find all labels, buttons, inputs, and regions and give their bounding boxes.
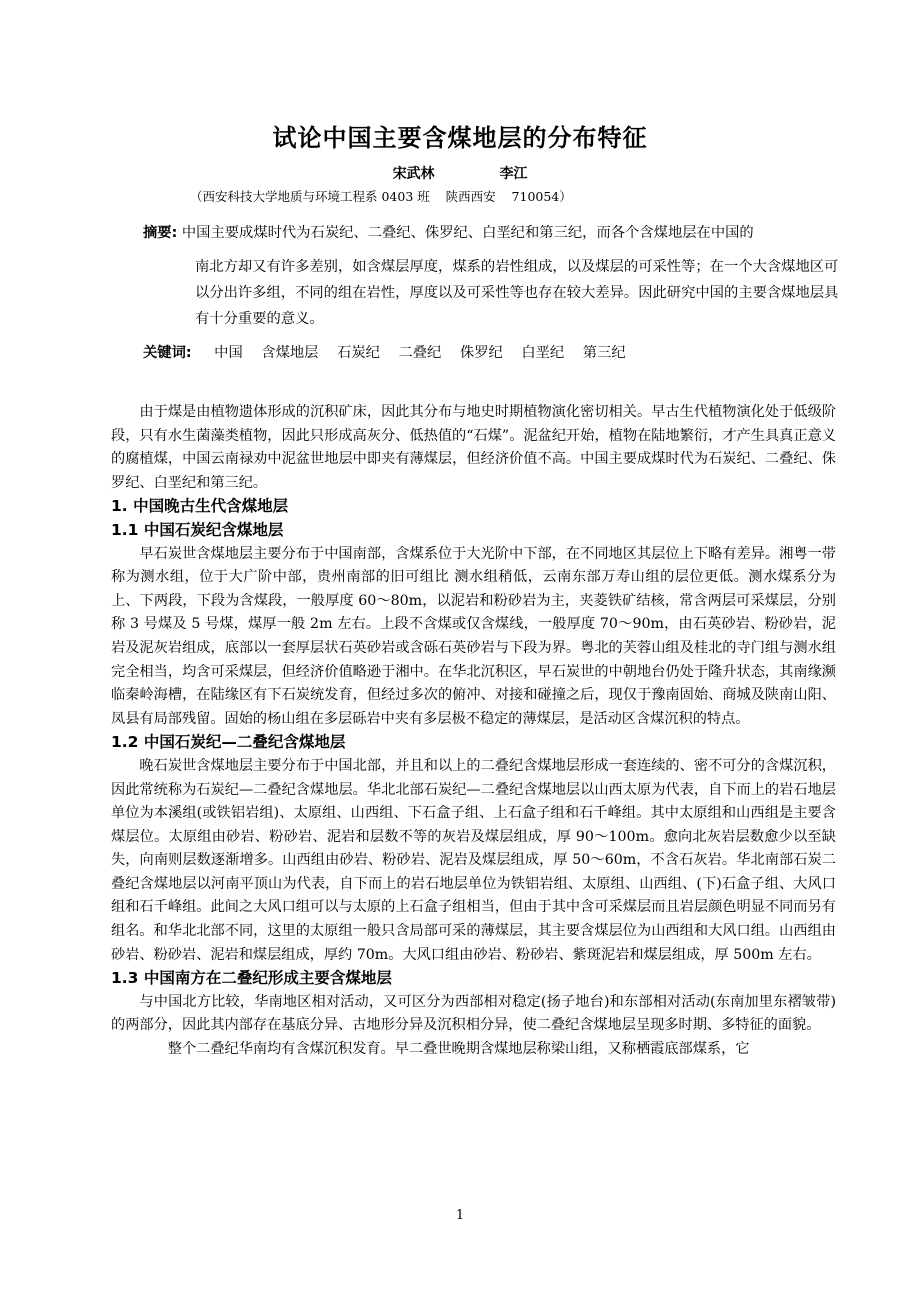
- abstract-label: 摘要:: [143, 225, 178, 241]
- paragraph: 整个二叠纪华南均有含煤沉积发育。早二叠世晚期含煤地层称梁山组，又称栖霞底部煤系，它: [167, 1041, 750, 1058]
- keyword: 石炭纪: [337, 345, 380, 361]
- keyword: 白垩纪: [521, 345, 565, 361]
- affiliation: （西安科技大学地质与环境工程系 0403 班 陕西西安 710054）: [190, 189, 572, 204]
- section-heading: 1.2 中国石炭纪—二叠纪含煤地层: [111, 733, 346, 752]
- keyword: 侏罗纪: [459, 345, 503, 361]
- section-heading: 1.1 中国石炭纪含煤地层: [111, 520, 284, 539]
- author-name: 宋武林: [392, 166, 435, 182]
- section-heading: 1.3 中国南方在二叠纪形成主要含煤地层: [111, 969, 392, 988]
- keywords: [143, 342, 640, 362]
- intro-paragraph: 由于煤是由植物遗体形成的沉积矿床，因此其分布与地史时期植物演化密切相关。早古生代植物演化处于低级阶段，只有水生菌藻类植物，因此只形成高灰分、低热值的“石煤”。泥盆纪开始，植物在陆地繁衍，才产生具真正意义的腐植煤，中国云南禄劝中泥盆世地层中即夹有薄煤层，但经济价值不高。中国主要成煤时代为石炭纪、二叠纪、侏罗纪、白垩纪和第三纪。: [111, 404, 836, 491]
- paragraph: 与中国北方比较，华南地区相对活动，又可区分为西部相对稳定(扬子地台)和东部相对活动(东南加里东褶皱带)的两部分，因此其内部存在基底分异、古地形分异及沉积相分异，使二叠纪含煤地层呈现多时期、多特征的面貌。: [111, 993, 836, 1034]
- keyword: 二叠纪: [398, 345, 442, 361]
- body-text: [111, 401, 836, 1062]
- keyword: 中国: [214, 345, 243, 361]
- abstract: [143, 220, 843, 332]
- page-number: 1: [455, 1208, 465, 1223]
- paragraph: 晚石炭世含煤地层主要分布于中国北部，并且和以上的二叠纪含煤地层形成一套连续的、密不可分的含煤沉积，因此常统称为石炭纪—二叠纪含煤地层。华北北部石炭纪—二叠纪含煤地层以山西太原为代表，自下而上的岩石地层单位为本溪组(或铁铝岩组)、太原组、山西组、下石盒子组、上石盒子组和石千峰组。其中太原组和山西组是主要含煤层位。太原组由砂岩、粉砂岩、泥岩和层数不等的灰岩及煤层组成，厚 90～100m。愈向北灰岩层数愈少以至缺失，向南则层数逐渐增多。山西组由砂岩、粉砂岩、泥岩及煤层组成，厚 50～60m，不含石灰岩。华北南部石炭二叠纪含煤地层以河南平顶山为代表，自下而上的岩石地层单位为铁铝岩组、太原组、山西组、(下)石盒子组、大风口组和石千峰组。此间之大风口组可以与太原的上石盒子组相当，但由于其中含可采煤层而且岩层颜色明显不同而另有组名。和华北北部不同，这里的太原组一般只含局部可采的薄煤层，其主要含煤层位为山西组和大风口组。山西组由砂岩、粉砂岩、泥岩和煤层组成，厚约 70m。大风口组由砂岩、粉砂岩、紫斑泥岩和煤层组成，厚 500m 左右。: [111, 757, 836, 963]
- author-list: [0, 163, 920, 183]
- keywords-label: 关键词:: [143, 345, 192, 361]
- keyword: 含煤地层: [261, 345, 319, 361]
- paragraph: 早石炭世含煤地层主要分布于中国南部，含煤系位于大光阶中下部，在不同地区其层位上下略有差异。湘粤一带称为测水组，位于大广阶中部，贵州南部的旧可组比 测水组稍低，云南东部万寿山组的层位更低。测水煤系分为上、下两段，下段为含煤段，一般厚度 60～80m，以泥岩和粉砂岩为主，夹菱铁矿结核，常含两层可采煤层，分别称 3 号煤及 5 号煤，煤厚一般 2m 左右。上段不含煤或仅含煤线，一般厚度 70～90m，由石英砂岩、粉砂岩，泥岩及泥灰岩组成，底部以一套厚层状石英砂岩或含砾石英砂岩与下段为界。粤北的芙蓉山组及桂北的寺门组与测水组完全相当，均含可采煤层，但经济价值略逊于湘中。在华北沉积区，早石炭世的中朝地台仍处于隆升状态，其南缘濒临秦岭海槽，在陆缘区有下石炭统发育，但经过多次的俯冲、对接和碰撞之后，现仅于豫南固始、商城及陕南山阳、凤县有局部残留。固始的杨山组在多层砾岩中夹有多层极不稳定的薄煤层，是活动区含煤沉积的特点。: [111, 545, 836, 727]
- author-name: 李江: [499, 166, 528, 182]
- abstract-text: 南北方却又有许多差别，如含煤层厚度，煤系的岩性组成，以及煤层的可采性等；在一个大含煤地区可以分出许多组，不同的组在岩性，厚度以及可采性等也存在较大差异。因此研究中国的主要含煤地层具有十分重要的意义。: [195, 259, 839, 327]
- paper-title: 试论中国主要含煤地层的分布特征: [272, 124, 648, 152]
- keyword: 第三纪: [582, 345, 626, 361]
- section-heading: 1. 中国晚古生代含煤地层: [111, 497, 289, 516]
- abstract-first-line: 中国主要成煤时代为石炭纪、二叠纪、侏罗纪、白垩纪和第三纪，而各个含煤地层在中国的: [181, 225, 754, 241]
